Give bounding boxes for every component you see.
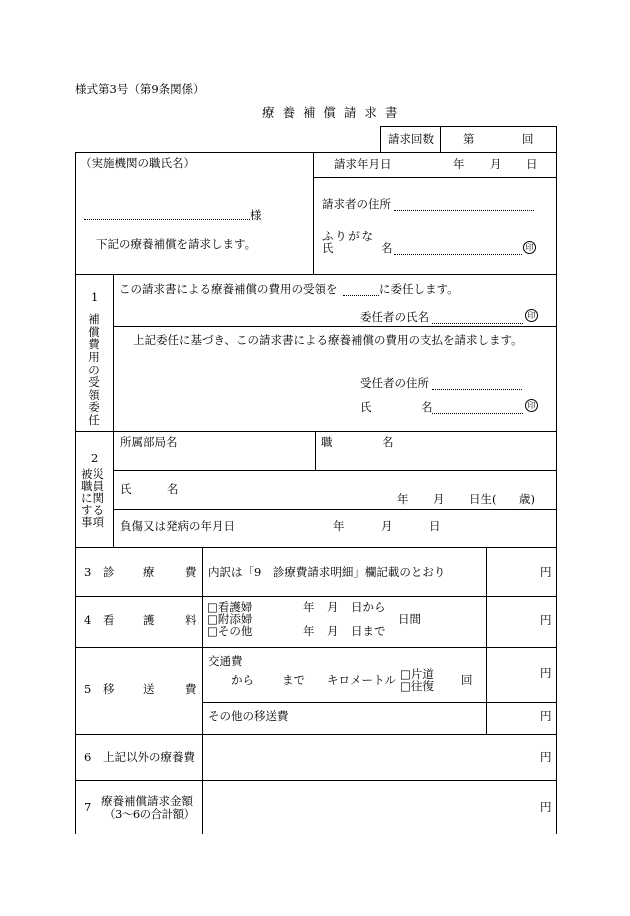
section4-unit: 円	[540, 613, 552, 627]
post-label-1: 職	[321, 435, 333, 449]
one-way-checkbox[interactable]: □片道	[400, 667, 434, 681]
transport-unit: 円	[540, 666, 552, 680]
age-label: 歳)	[519, 492, 535, 506]
institution-name-field[interactable]	[84, 219, 250, 220]
form-id: 様式第3号（第9条関係）	[75, 82, 205, 96]
delegatee-name-field[interactable]	[432, 413, 523, 414]
table-top-border	[75, 152, 557, 153]
attendant-checkbox[interactable]: □附添婦	[207, 612, 253, 626]
address-label: 請求者の住所	[322, 197, 391, 211]
nurse-checkbox[interactable]: □看護婦	[207, 600, 253, 614]
other-checkbox[interactable]: □その他	[207, 624, 253, 638]
delegate-text-a: この請求書による療養補償の費用の受領を	[119, 282, 338, 296]
address-field[interactable]	[394, 210, 534, 211]
claim-date-month: 月	[490, 157, 502, 171]
section6-unit: 円	[540, 750, 552, 764]
to-month: 月	[327, 624, 339, 638]
section3-label-char: 費	[185, 565, 197, 579]
name-label-1: 氏	[322, 241, 334, 255]
delegate-text-b: に委任します。	[379, 282, 459, 296]
birth-day: 日生(	[469, 492, 497, 506]
claim-date-day: 日	[526, 157, 538, 171]
claim-count-suffix: 回	[522, 132, 534, 146]
km-label: キロメートル	[327, 673, 396, 687]
sama-label: 様	[250, 208, 262, 222]
section3-number: 3	[84, 565, 92, 579]
to-day: 日まで	[351, 624, 386, 638]
table-left-border	[75, 152, 76, 834]
section3-label-char: 診	[103, 565, 115, 579]
section5-label-char: 費	[185, 682, 197, 696]
delegatee-address-label: 受任者の住所	[360, 376, 429, 390]
from-month: 月	[327, 600, 339, 614]
section6-number: 6	[84, 750, 92, 764]
other-transport-label: その他の移送費	[208, 709, 289, 723]
section7-number: 7	[84, 800, 92, 814]
section1-request-text: 上記委任に基づき、この請求書による療養補償の費用の支払を請求します。	[133, 333, 523, 347]
section4-label-char: 看	[103, 613, 115, 627]
days-label: 日間	[398, 612, 421, 626]
claim-date-year: 年	[453, 157, 465, 171]
delegatee-name-2: 名	[421, 400, 433, 414]
section5-label-char: 送	[143, 682, 155, 696]
furigana-label: ふ り が な	[322, 229, 372, 243]
section1-number: 1	[91, 290, 99, 304]
section7-label-1: 療養補償請求金額	[101, 794, 193, 808]
round-trip-checkbox[interactable]: □往復	[400, 679, 434, 693]
section7-label-2: （3～6の合計額）	[104, 807, 195, 821]
claim-count-prefix: 第	[463, 132, 475, 146]
from-day: 日から	[351, 600, 386, 614]
page-title: 療 養 補 償 請 求 書	[262, 105, 400, 120]
section4-label-char: 護	[143, 613, 155, 627]
section4-number: 4	[84, 613, 92, 627]
delegatee-address-field[interactable]	[432, 389, 522, 390]
name-label-2: 名	[381, 241, 393, 255]
section1-title: 補 償 費 用 の 受 領 委 任	[88, 312, 100, 428]
section2-number: 2	[91, 451, 99, 465]
section7-unit: 円	[540, 800, 552, 814]
times-label: 回	[461, 673, 473, 687]
birth-year: 年	[397, 492, 409, 506]
post-label-2: 名	[382, 435, 394, 449]
table-right-border	[556, 152, 557, 834]
seal-icon: 印	[525, 309, 538, 322]
injury-date-label: 負傷又は発病の年月日	[120, 519, 235, 533]
claim-date-label: 請求年月日	[334, 157, 392, 171]
transport-label: 交通費	[208, 654, 243, 668]
delegatee-field[interactable]	[343, 295, 379, 296]
injury-year: 年	[333, 519, 345, 533]
section5-label-char: 移	[103, 682, 115, 696]
section6-label: 上記以外の療養費	[103, 750, 195, 764]
transport-from: から	[231, 673, 254, 687]
transport-to: まで	[282, 673, 305, 687]
other-transport-unit: 円	[540, 709, 552, 723]
from-year: 年	[303, 600, 315, 614]
delegator-name-field[interactable]	[432, 323, 523, 324]
section3-unit: 円	[540, 565, 552, 579]
delegator-label: 委任者の氏名	[360, 310, 429, 324]
section5-number: 5	[84, 682, 92, 696]
birth-month: 月	[433, 492, 445, 506]
injury-day: 日	[429, 519, 441, 533]
request-text: 下記の療養補償を請求します。	[96, 237, 257, 251]
section2-title: 被災 職員 に関 する 事項	[81, 467, 104, 530]
claim-count-label: 請求回数	[388, 132, 434, 146]
seal-icon: 印	[525, 399, 538, 412]
section3-detail: 内訳は「9 診療費請求明細」欄記載のとおり	[208, 565, 446, 579]
claimant-name-field[interactable]	[394, 254, 522, 255]
section3-label-char: 療	[143, 565, 155, 579]
to-year: 年	[303, 624, 315, 638]
seal-icon: 印	[523, 241, 536, 254]
employee-name-1: 氏	[120, 482, 132, 496]
delegatee-name-1: 氏	[360, 400, 372, 414]
injury-month: 月	[381, 519, 393, 533]
institution-label: （実施機関の職氏名）	[80, 156, 195, 170]
section4-label-char: 料	[185, 613, 197, 627]
dept-label: 所属部局名	[120, 435, 178, 449]
employee-name-2: 名	[167, 482, 179, 496]
